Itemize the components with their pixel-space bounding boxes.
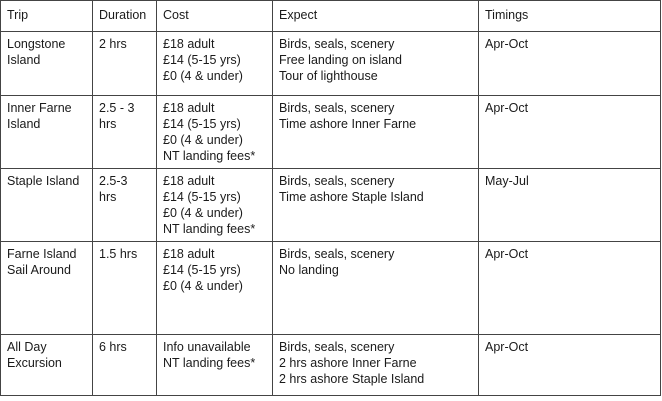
header-timings: Timings (479, 1, 661, 32)
duration-cell (93, 96, 157, 169)
expect-cell (273, 32, 479, 96)
expect-line: Time ashore Inner Farne (279, 117, 417, 131)
cost-cell (157, 169, 273, 242)
expect-line: Birds, seals, scenery (279, 37, 395, 51)
table-row (1, 242, 661, 335)
cost-line: £0 (4 & under) (163, 69, 243, 83)
duration-line: 2.5 - 3 (99, 101, 135, 115)
cost-line: £18 adult (163, 37, 215, 51)
cost-line: £0 (4 & under) (163, 133, 243, 147)
duration-cell (93, 335, 157, 396)
trip-cell (1, 169, 93, 242)
trip-line: Farne Island (7, 247, 77, 261)
header-trip: Trip (1, 1, 93, 32)
duration-line: 6 hrs (99, 340, 127, 354)
header-cost: Cost (157, 1, 273, 32)
table-row (1, 96, 661, 169)
cost-line: NT landing fees* (163, 149, 256, 163)
cost-line: £0 (4 & under) (163, 279, 243, 293)
cost-line: Info unavailable (163, 340, 251, 354)
timings-cell: Apr-Oct (479, 242, 661, 335)
cost-line: £18 adult (163, 174, 215, 188)
expect-line: Tour of lighthouse (279, 69, 378, 83)
cost-line: £14 (5-15 yrs) (163, 53, 241, 67)
cost-line: £0 (4 & under) (163, 206, 243, 220)
duration-line: 2 hrs (99, 37, 127, 51)
expect-cell (273, 242, 479, 335)
trip-cell (1, 335, 93, 396)
timings-cell: Apr-Oct (479, 96, 661, 169)
trip-cell (1, 32, 93, 96)
expect-line: Free landing on island (279, 53, 402, 67)
cost-cell (157, 242, 273, 335)
expect-cell (273, 169, 479, 242)
header-expect: Expect (273, 1, 479, 32)
expect-cell (273, 335, 479, 396)
cost-line: £14 (5-15 yrs) (163, 263, 241, 277)
table-row (1, 169, 661, 242)
cost-cell (157, 32, 273, 96)
cost-line: £14 (5-15 yrs) (163, 190, 241, 204)
expect-line: Time ashore Staple Island (279, 190, 424, 204)
duration-cell (93, 169, 157, 242)
duration-line: hrs (99, 190, 117, 204)
table-row (1, 335, 661, 396)
trip-line: Inner Farne (7, 101, 72, 115)
expect-line: 2 hrs ashore Inner Farne (279, 356, 417, 370)
trip-cell (1, 242, 93, 335)
cost-line: £18 adult (163, 247, 215, 261)
duration-cell (93, 32, 157, 96)
cost-line: £18 adult (163, 101, 215, 115)
expect-line: Birds, seals, scenery (279, 340, 395, 354)
timings-cell: May-Jul (479, 169, 661, 242)
cost-cell (157, 96, 273, 169)
expect-cell (273, 96, 479, 169)
duration-line: 1.5 hrs (99, 247, 138, 261)
cost-line: NT landing fees* (163, 222, 256, 236)
cost-line: NT landing fees* (163, 356, 256, 370)
trip-line: Longstone (7, 37, 66, 51)
expect-line: Birds, seals, scenery (279, 247, 395, 261)
trip-cell (1, 96, 93, 169)
trip-line: Staple Island (7, 174, 80, 188)
table-row (1, 32, 661, 96)
cost-line: £14 (5-15 yrs) (163, 117, 241, 131)
trip-line: Sail Around (7, 263, 71, 277)
header-row (1, 1, 661, 32)
header-duration: Duration (93, 1, 157, 32)
trip-line: Island (7, 53, 41, 67)
expect-line: Birds, seals, scenery (279, 101, 395, 115)
timings-cell: Apr-Oct (479, 32, 661, 96)
duration-cell (93, 242, 157, 335)
trip-line: Island (7, 117, 41, 131)
expect-line: No landing (279, 263, 339, 277)
expect-line: Birds, seals, scenery (279, 174, 395, 188)
trip-line: All Day (7, 340, 47, 354)
cost-cell (157, 335, 273, 396)
duration-line: 2.5-3 (99, 174, 128, 188)
expect-line: 2 hrs ashore Staple Island (279, 372, 425, 386)
trip-line: Excursion (7, 356, 62, 370)
duration-line: hrs (99, 117, 117, 131)
timings-cell: Apr-Oct (479, 335, 661, 396)
